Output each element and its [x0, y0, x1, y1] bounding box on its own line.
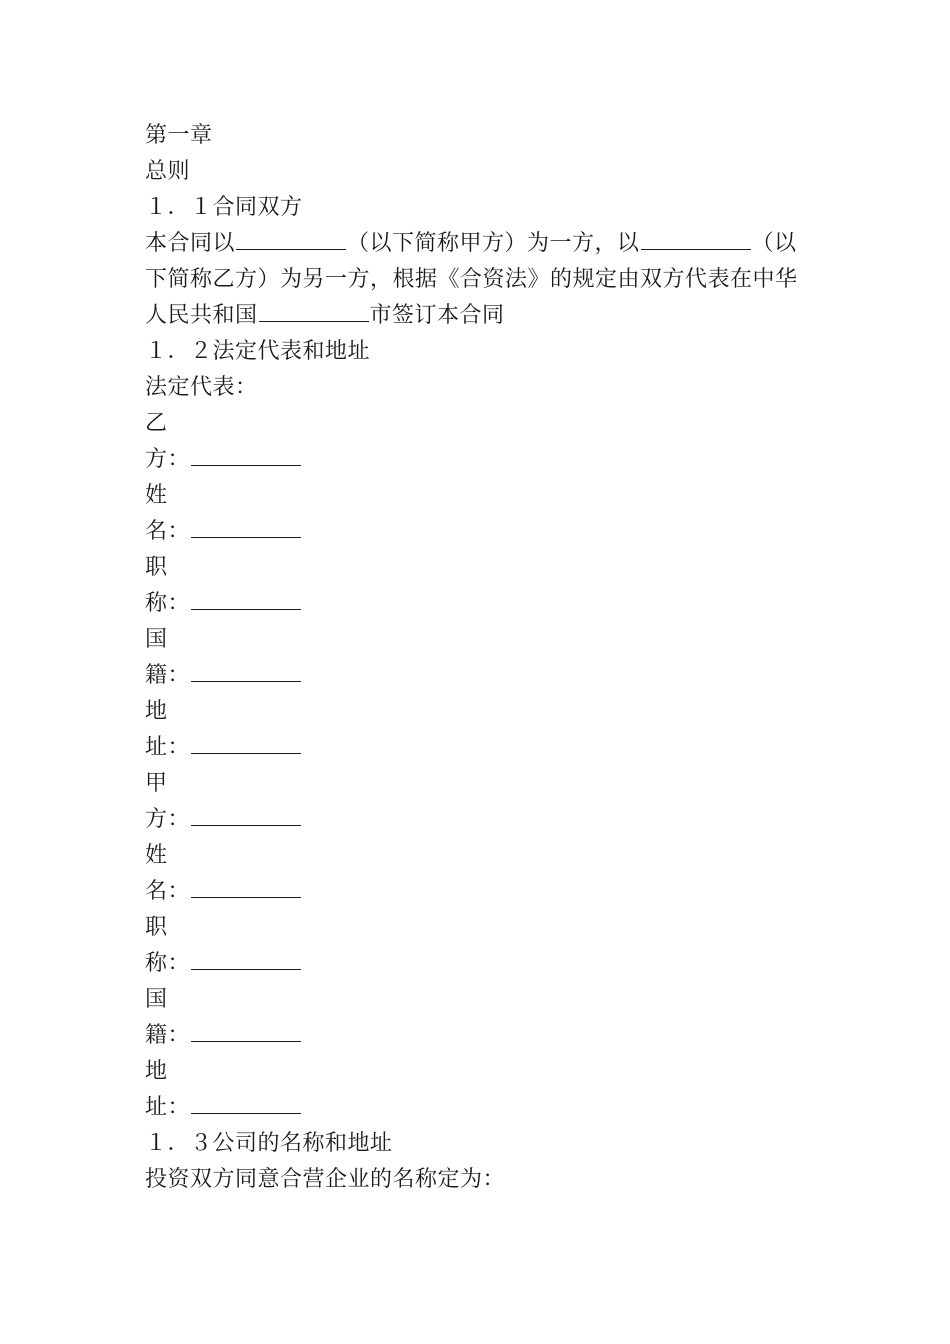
fill-blank-party-b-title	[191, 587, 301, 610]
party-b-field	[145, 442, 825, 478]
party-b-nationality-field	[145, 658, 825, 694]
party-a-title-field	[145, 946, 825, 982]
party-a-nationality-label-char: 国	[145, 987, 168, 1012]
party-b-address-label-char: 地	[145, 699, 168, 724]
paragraph-text: 市签订本合同	[369, 303, 505, 328]
paragraph-text: 人民共和国	[145, 303, 258, 328]
party-b-name-field	[145, 514, 825, 550]
field-label: 称：	[145, 951, 191, 976]
chapter-number: 第一章	[145, 123, 213, 148]
paragraph-text: （以下简称甲方）为一方，以	[347, 231, 640, 256]
fill-blank-party-b-name	[191, 443, 301, 466]
party-b-name-label-char: 姓	[145, 483, 168, 508]
fill-blank-party-a-name	[191, 803, 301, 826]
party-b-label-char: 乙	[145, 411, 168, 436]
fill-blank-party-b-rep-name	[191, 515, 301, 538]
fill-blank-city	[259, 299, 369, 322]
fill-blank-party-a-rep-name	[191, 875, 301, 898]
party-b-address-field	[145, 730, 825, 766]
fill-blank-party-a-address	[191, 1091, 301, 1114]
field-label: 址：	[145, 1095, 191, 1120]
party-b-title-label-char: 职	[145, 555, 168, 580]
party-b-title-field	[145, 586, 825, 622]
paragraph-1-1-line-1	[145, 226, 825, 262]
fill-blank-party-a-nationality	[191, 1019, 301, 1042]
fill-blank-party-a-title	[191, 947, 301, 970]
field-label: 称：	[145, 591, 191, 616]
field-label: 址：	[145, 735, 191, 760]
paragraph-1-1-line-2: 下简称乙方）为另一方，根据《合资法》的规定由双方代表在中华	[145, 267, 798, 292]
field-label: 方：	[145, 447, 191, 472]
fill-blank-party-b-address	[191, 731, 301, 754]
party-a-name-field	[145, 874, 825, 910]
document-body	[145, 118, 825, 1198]
party-a-name-label-char: 姓	[145, 843, 168, 868]
chapter-title: 总则	[145, 159, 191, 184]
paragraph-text: （以	[751, 231, 797, 256]
legal-rep-label: 法定代表：	[145, 375, 258, 400]
field-label: 籍：	[145, 1023, 191, 1048]
party-a-address-label-char: 地	[145, 1059, 168, 1084]
party-b-nationality-label-char: 国	[145, 627, 168, 652]
paragraph-text: 本合同以	[145, 231, 236, 256]
section-heading-1-3: １．３公司的名称和地址	[145, 1131, 393, 1156]
field-label: 籍：	[145, 663, 191, 688]
fill-blank-party-a	[236, 227, 346, 250]
field-label: 名：	[145, 879, 191, 904]
fill-blank-party-b	[641, 227, 751, 250]
party-a-title-label-char: 职	[145, 915, 168, 940]
field-label: 方：	[145, 807, 191, 832]
party-a-label-char: 甲	[145, 771, 168, 796]
party-a-field	[145, 802, 825, 838]
section-heading-1-2: １．２法定代表和地址	[145, 339, 371, 364]
fill-blank-party-b-nationality	[191, 659, 301, 682]
paragraph-1-3: 投资双方同意合营企业的名称定为：	[145, 1167, 506, 1192]
section-heading-1-1: １．１合同双方	[145, 195, 303, 220]
party-a-address-field	[145, 1090, 825, 1126]
paragraph-1-1-line-3	[145, 298, 825, 334]
field-label: 名：	[145, 519, 191, 544]
party-a-nationality-field	[145, 1018, 825, 1054]
